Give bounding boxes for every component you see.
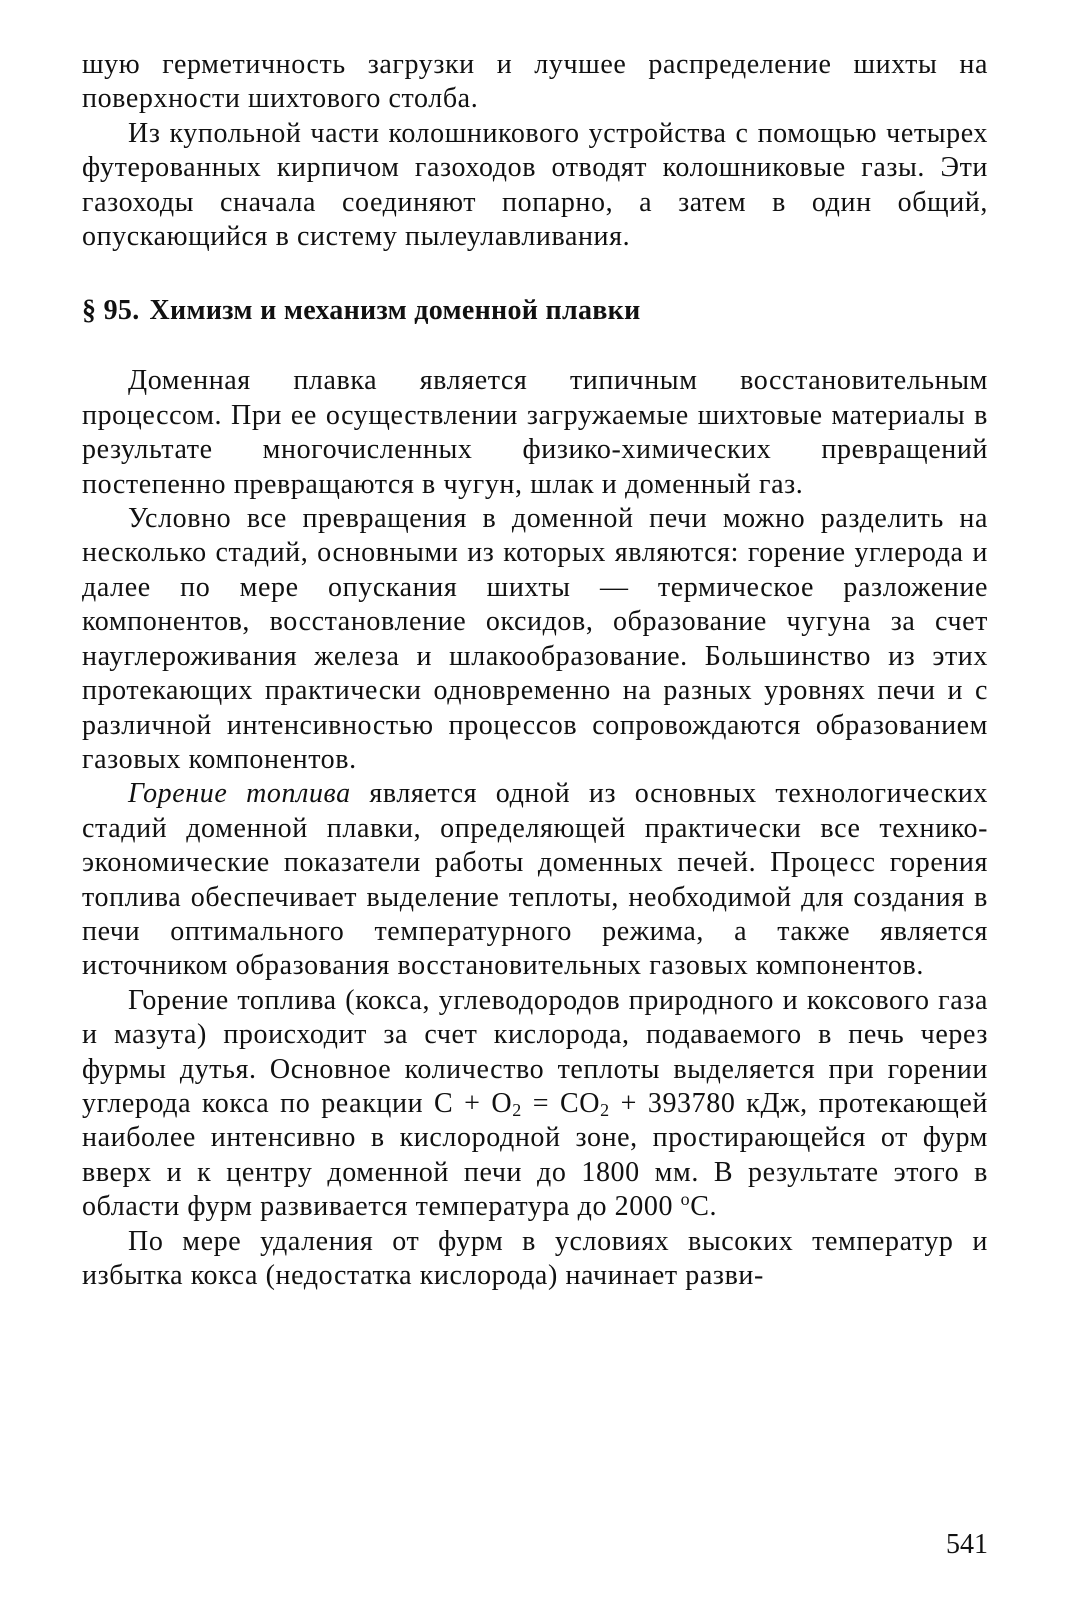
equation-part-c: + 393780 кДж, [609, 1087, 808, 1119]
equation-subscript-1: 2 [512, 1099, 522, 1120]
temperature-unit: C. [690, 1191, 718, 1223]
section-heading [82, 294, 988, 328]
paragraph-2: Из купольной части колошникового устройства с помощью четырех футерованных кирпичом газоходов отводят колошниковые газы. Эти газоходы сначала соединяют попарно, а затем в один общий, опускающийся в систему пылеулавливания. [82, 117, 988, 253]
paragraph-4: Условно все превращения в доменной печи можно разделить на несколько стадий, основными из которых являются: горение углерода и далее по мере опускания шихты — термическое разложение компонентов, восстановление оксидов, образование чугуна за счет науглероживания железа и шлакообразование. Большинство из этих протекающих практически одновременно на разных уровнях печи и с различной интенсивностью процессов сопровождаются образованием газовых компонентов. [82, 503, 988, 775]
section-number: § 95. [82, 295, 140, 327]
equation-part-b: = CO [521, 1087, 601, 1119]
paragraph-5 [82, 777, 988, 983]
paragraph-5-text: является одной из основных технологических стадий доменной плавки, определяющей практически все технико-экономические показатели работы доменных печей. Процесс горения топлива обеспечивает выделение теплоты, необходимой для создания в печи оптимального температурного режима, а также является источником образования восстановительных газовых компонентов. [82, 778, 988, 982]
equation-subscript-2: 2 [600, 1099, 610, 1120]
paragraph-3: Доменная плавка является типичным восстановительным процессом. При ее осуществлении загружаемые шихтовые материалы в результате многочисленных физико-химических превращений постепенно превращаются в чугун, шлак и доменный газ. [82, 365, 988, 500]
page-body [82, 48, 988, 1293]
paragraph-6-text-b: протекающей наиболее интенсивно в кислородной зоне, простирающейся от фурм вверх и к центру доменной печи до 1800 мм. В результате этого в области фурм развивается температура до 2000 [82, 1087, 989, 1223]
page-number: 541 [946, 1529, 988, 1560]
reaction-equation [434, 1088, 808, 1119]
section-title: Химизм и механизм доменной плавки [149, 295, 641, 327]
paragraph-7: По мере удаления от фурм в условиях высоких температур и избытка кокса (недостатка кислорода) начинает разви- [82, 1225, 988, 1291]
paragraph-6-text-a: Горение топлива (кокса, углеводородов природного и коксового газа и мазута) происходит за счет кислорода, подаваемого в печь через фурмы дутья. Основное количество теплоты выделяется при горении углерода кокса по реакции [82, 984, 988, 1119]
paragraph-1: шую герметичность загрузки и лучшее распределение шихты на поверхности шихтового столба. [82, 49, 988, 115]
italic-term: Горение топлива [128, 778, 351, 810]
paragraph-6 [82, 984, 988, 1225]
equation-part-a: C + O [434, 1087, 513, 1119]
degree-symbol: o [680, 1189, 691, 1210]
